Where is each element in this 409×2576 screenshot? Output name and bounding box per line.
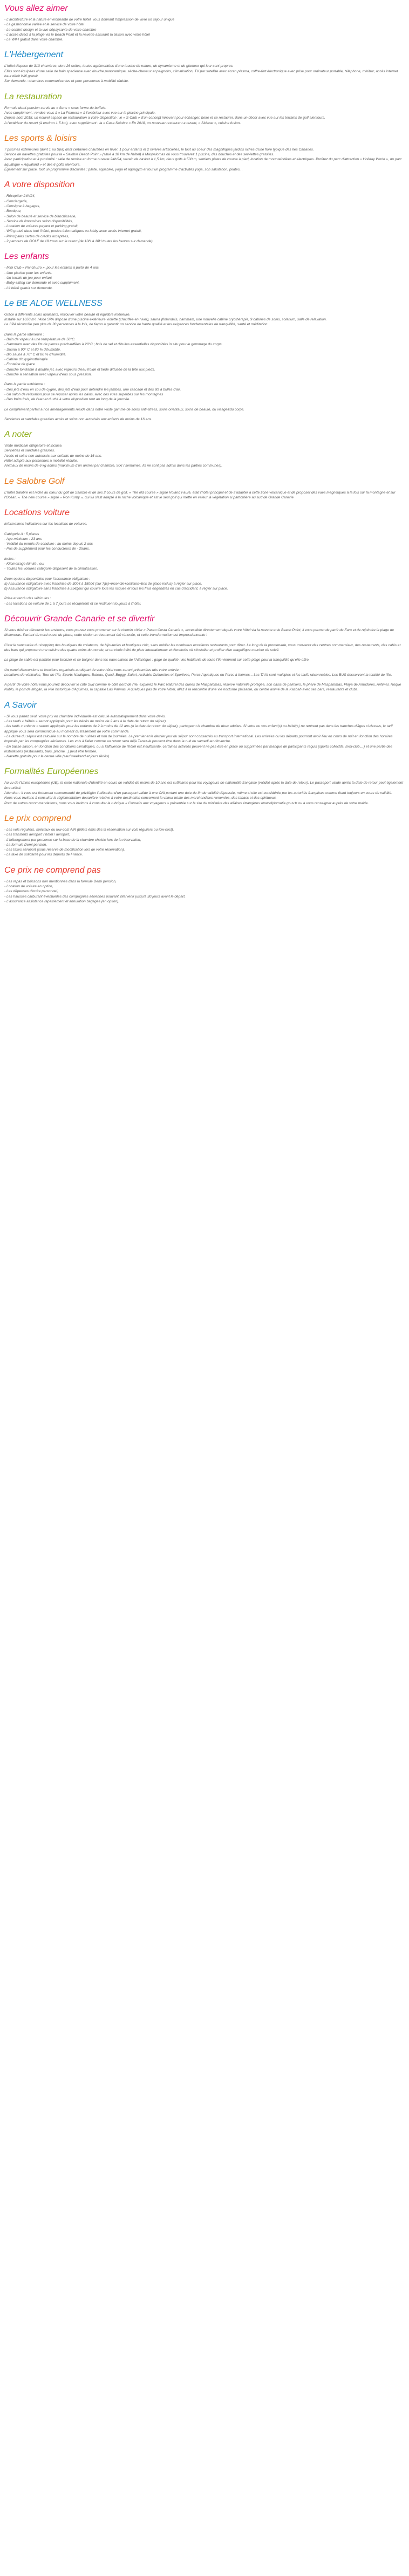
text-line: Informations indicatives sur les locations de voitures.	[4, 522, 87, 526]
section-disposition	[4, 180, 405, 244]
section-title: L'Hébergement	[4, 50, 63, 60]
section-title: Le Salobre Golf	[4, 476, 65, 486]
text-line: Le complément parfait à nos aménagements réside dans notre vaste gamme de soins anti-stress, soins orientaux, soins de beauté, du visage&du corps.	[4, 407, 244, 412]
section-savoir	[4, 700, 405, 759]
text-line: - La durée du séjour est calculée sur le nombre de nuitées et non de journées. Le premier et le dernier jour du séjour sont consacrés au transport international. Les arrivées ou les départs pourront avoir lieu en cours de nuit en fonction des horaires imposés par les compagnies aériennes. Les vols à l'aller comme au retour sera déjà Tenez-le pouvent être dans la nuit du samedi au dimanche.	[4, 734, 393, 744]
text-line: Visite médicale obligatoire et incluse.	[4, 444, 63, 448]
text-line: - Le WIFI gratuit dans votre chambre.	[4, 38, 64, 42]
text-line: Également sur place, tout un programme d'activités : pilate, aquabike, yoga et aquagym et tout un programme d'activités yoga, son saluitation, pilates...	[4, 168, 243, 172]
text-line: - Des jets d'eau en cou de cygne, des jets d'eau pour détendre les jambes, une cascade et des lits à bulles d'air.	[4, 387, 181, 392]
text-line: b) Assurance obligatoire sans franchise à 25€/jour qui couvre tous les risques et tous les frais engendrés en cas d'accident, à régler sur place.	[4, 587, 228, 591]
text-line: - La taxe de solidarité pour les départs de France.	[4, 853, 83, 857]
text-line: - Location de voitures payant et parking gratuit,	[4, 224, 79, 229]
text-line: - Kilometrage illimité : oui	[4, 562, 44, 566]
section-aimer	[4, 3, 405, 42]
section-body	[4, 64, 405, 84]
section-title: Le BE ALOE WELLNESS	[4, 298, 103, 308]
text-line: - Les vols réguliers, spéciaux ou low-cost A/R (billets émis dès la réservation sur vols réguliers ou low-cost),	[4, 827, 174, 832]
text-line: - Un salon de relaxation pour se reposer après les bains, avec des vues superbes sur les montagnes	[4, 392, 163, 396]
text-line: - Toutes les voitures catégorie disposent de la climatisation.	[4, 567, 98, 571]
text-line: A partir de votre hôtel vous pourrez découvrir le côté Sud comme le côté nord de l'île, explorez le Parc Naturel des dunes de Maspalomas, réserve naturelle protégée, son oasis de palmiers, le phare de Maspalomas, Playa de Amadores, Anfimar, Roque Nublo, le port de Mogán, la ville historique d'Agüimes, la capitale Las Palmas. A quelques pas de votre Hôtel, allez à la rencontre d'une vie nocturne plaisante, du centre animé de la Kasbah avec ses bars, restaurants et clubs.	[4, 683, 401, 692]
section-body	[4, 106, 405, 126]
text-line: Catégorie A : 5 places	[4, 532, 39, 536]
text-line: 7 piscines extérieures (dont 1 au Spa) dont certaines chauffées en hiver, 1 pour enfants et 2 rivières artificielles, le tout au coeur des magnifiques jardins riches d'une flore typique des îles Canaries.	[4, 147, 314, 152]
text-line: - L'hébergement par personne sur la base de la chambre choisie lors de la réservation,	[4, 838, 141, 842]
text-line: - Sauna à 90° C et 80 % d'humidité.	[4, 347, 61, 352]
text-line: - Les dépenses d'ordre personnel,	[4, 889, 58, 894]
text-line: - L'accès direct à la plage via le Beach Point et la navette assurant la liaison avec votre hôtel	[4, 32, 150, 37]
text-line: - Cabine d'oxygénothérapie	[4, 358, 48, 362]
text-line: - Douche tonifiante à double jet, avec vapeurs d'eau froide et tiède diffusée de la tête aux pieds.	[4, 367, 155, 372]
section-body	[4, 17, 405, 42]
text-line: La plage de sable est parfaite pour bronzer et se baigner dans les eaux claires de l'Atlantique : gage de qualité ; les habitants de toute l'île viennent sur cette plage pour la tranquillité qu'elle offre.	[4, 658, 310, 662]
text-line: Dans la partie intérieure :	[4, 332, 44, 337]
section-body	[4, 147, 405, 172]
section-title: A votre disposition	[4, 180, 75, 190]
text-line: - La gastronomie variée et le service de votre hôtel	[4, 23, 85, 27]
text-line: - Service de limousines selon disponibilités,	[4, 219, 73, 223]
text-line: - Les tarifs « bébés » seront appliqués pour les bébés de moins de 2 ans à la date de retour du séjour).	[4, 720, 167, 724]
section-title: Le prix comprend	[4, 813, 71, 823]
section-enfants	[4, 251, 405, 290]
text-line: Serviettes et sandales gratuites.	[4, 449, 55, 453]
text-line: - Un terrain de jeu pour enfant	[4, 276, 52, 280]
text-line: Le SPA réconcilie peu plus de 30 personnes à la fois, de façon à garantir un service de haute qualité et les exigences fondamentales de tranquillité, santé et méditation.	[4, 323, 269, 327]
section-body	[4, 879, 405, 904]
text-line: Nous vous invitons à consulter la réglementation douanière relative à votre destination concernant la valeur totale des marchandises ramenées, des tabacs et des spiritueux.	[4, 796, 277, 800]
text-line: - Les transferts aéroport / hôtel / aéroport,	[4, 833, 71, 837]
text-line: - Baby-sitting sur demande et avec supplément.	[4, 281, 80, 285]
text-line: - Validité du permis de conduire : au moins depuis 2 ans	[4, 542, 93, 546]
text-line: - Consigne à bagages,	[4, 204, 40, 208]
text-line: - Navette gratuite pour le centre ville (sauf weekend et jours fériés)	[4, 755, 110, 759]
section-title: A noter	[4, 430, 32, 440]
section-title: Locations voiture	[4, 508, 70, 518]
section-body	[4, 780, 405, 805]
text-line: - Age minimum : 23 ans	[4, 537, 42, 541]
text-line: Grâce à différents soins apaisants, retrouver votre beauté et équilibre intérieure.	[4, 312, 131, 317]
text-line: - Conciergerie,	[4, 199, 28, 203]
text-line: - Lit bébé gratuit sur demande.	[4, 286, 53, 290]
section-golf	[4, 476, 405, 501]
text-line: a) Assurance obligatoire avec franchise de 300€ à 1500€ (sur 7jts)+incendie+collision+bris de glace inclus) à régler sur place.	[4, 581, 202, 586]
text-line: - En basse saison, en fonction des conditions climatiques, ou si l'affluence de l'hôtel est insuffisante, certaines activités peuvent ne pas être en place ou supprimées par manque de participants requis (sports collectifs, mini-club,...) et une partie des installations (restaurants, bars, piscine...) peut être fermée.	[4, 744, 393, 753]
text-line: - La formule Demi pension,	[4, 842, 47, 847]
section-decouvrir	[4, 614, 405, 693]
section-body	[4, 522, 405, 606]
text-line: L'hôtel Salobre est niché au cœur du golf de Salobre et de ses 2 cours de golf, « The old course » signé Roland Fauré, était l'hôtel principal et de s'adapter à cette zone volcanique et de proposer des vues magnifiques à la fois sur la montagne et sur l'Océan. « The new course » signé « Ron Kurby », qui lui s'est adapté à la roche volcanique et est le seul golf qui mette en valeur la végétation si particulière au sud de Grande Canarie	[4, 490, 396, 499]
section-hebergement	[4, 50, 405, 84]
section-noncompris	[4, 865, 405, 904]
text-line: C'est le sanctuaire du shopping des boutiques de créateurs, de bijouteries et boutiques chic, sans oublier les nombreux excellents restaurants pour dîner. Le long de la promenade, vous trouverez des centres commerciaux, des restaurants, des cafés et des bars qui proposent une cuisine des quatre coins du monde, et un choix infini de plats internationaux et d'endroits où s'installer et profiter d'un magnifique coucher de soleil.	[4, 643, 401, 652]
text-line: Service de navettes gratuites pour la « Salobre Beach Point » (situé à 10 km de l'hôtel) à Maspalomas où vous trouverez 1 piscine, des douches et des serviettes gratuites.	[4, 153, 275, 157]
text-line: Hôtel adapté aux personnes à mobilité réduite.	[4, 459, 78, 463]
text-line: Formule demi-pension servie au « Sens » sous forme de buffets.	[4, 106, 107, 110]
text-line: - Si vous partez seul, votre prix en chambre individuelle est calculé automatiquement dans votre devis.	[4, 714, 166, 718]
text-line: - Location de voiture en option,	[4, 884, 53, 888]
text-line: - Les hausses carburant éventuelles des compagnies aériennes pouvant intervenir jusqu'à 30 jours avant le départ,	[4, 894, 186, 899]
text-line: Avec participation et à proximité : salle de remise en forme ouverte 24h/24, terrain de basket à 1,5 km, deux golfs à 500 m, sentiers pistes de course à pied, location de mountainbikes et électriques. Profitez du parc d'attraction « Holiday World », du parc aquatique « Aqualand » et des 6 golfs alentours.	[4, 157, 402, 167]
section-body	[4, 265, 405, 290]
section-voitures	[4, 508, 405, 606]
text-line: Pour de autres recommandations, nous vous invitons à consulter la rubrique « Conseils aux voyageurs » présentée sur le site du ministère des affaires étrangères www.diplomatie.gouv.fr ou à vous renseigner auprès de votre mairie.	[4, 801, 369, 805]
text-line: - Fontaine de glace	[4, 362, 35, 367]
section-body	[4, 628, 405, 693]
text-line: Avec supplément : rendez-vous à « La Palmera » à l'extérieur avec vue sur la piscine principale.	[4, 111, 156, 115]
text-line: - Les taxes aéroport (sous réserve de modification lors de votre réservation),	[4, 848, 125, 852]
text-line: Dans la partie extérieure :	[4, 382, 45, 387]
text-line: Animaux de moins de 6 kg admis (maximum d'un animal par chambre, 50€ / semaines. Ils ne sont pas admis dans les parties communes).	[4, 464, 223, 468]
section-body	[4, 490, 405, 501]
section-formalites	[4, 766, 405, 805]
text-line: Si vous désirez découvrir les environs, vous pouvez vous promener sur le chemin côtier « Paseo Costa Canaria », accessible directement depuis votre hôtel via la navette et le Beach Point, il vous permet de partir de Faro et de rejoindre la plage de Meloneras. Partant du nord-ouest du phare, cette station a récemment été rénovée, et cette transformation est impressionnante !	[4, 628, 394, 638]
text-line: - Une piscine pour les enfants.	[4, 271, 53, 275]
text-line: - Boutique,	[4, 209, 22, 214]
section-body	[4, 714, 405, 759]
text-line: Serviettes et sandales gratuites accès et soins non autorisés aux enfants de moins de 16 ans.	[4, 417, 153, 421]
text-line: Un panel d'excursions et locations organisés au départ de votre hôtel vous seront présentées dès votre arrivée :	[4, 668, 181, 672]
section-title: Les enfants	[4, 252, 49, 262]
text-line: Accès et soins non autorisés aux enfants de moins de 16 ans.	[4, 454, 103, 458]
section-sports	[4, 133, 405, 172]
section-title: Les sports & loisirs	[4, 133, 77, 143]
text-line: Deux options disponibles pour l'assurance obligatoire :	[4, 577, 91, 581]
text-line: L'hôtel dispose de 313 chambres, dont 26 suites, toutes agrémentées d'une touche de nature, de dynamisme et de glamour qui leur sont propres.	[4, 64, 234, 68]
section-title: Vous allez aimer	[4, 4, 68, 13]
text-line: - Des fruits frais, de l'eau et du thé à votre disposition tout au long de la journée.	[4, 398, 131, 402]
section-compris	[4, 813, 405, 858]
text-line: - Les locations de voiture de 1 à 7 jours se récupèrent et se restituent toujours à l'hôtel.	[4, 601, 141, 606]
section-body	[4, 443, 405, 468]
text-line: Installé sur 1650 m², l'Aloe SPA dispose d'une piscine extérieure violette (chauffée en hiver), sauna (finlandais, hammam, une nouvelle cabine cryothérapie, 9 cabines de soins, solarium, salle de relaxation.	[4, 318, 327, 322]
text-line: Depuis août 2018, un nouvel espace de restauration a votre disposition : le « S-Club » d'un concept innovant pour échanger, boire et se restaurer, dans un décor avec vue sur les terrains de golf alentours.	[4, 116, 325, 120]
text-line: - Principales cartes de crédits acceptées,	[4, 234, 70, 238]
section-title: La restauration	[4, 92, 62, 101]
section-title: Formalités Européennes	[4, 767, 99, 777]
text-line: - Bain de vapeur à une température de 50°C.	[4, 337, 76, 341]
text-line: Prise et rendu des véhicules :	[4, 597, 51, 601]
section-title: A Savoir	[4, 700, 37, 710]
section-body	[4, 194, 405, 244]
document	[0, 0, 409, 904]
section-noter	[4, 429, 405, 468]
text-line: Attention : il vous est fortement recommandé de privilégier l'utilisation d'un passeport valide à une CNI portant une date de fin de validité dépassée, même si elle est considérée par les autorités françaises comme étant toujours en cours de validité.	[4, 791, 393, 796]
section-body	[4, 827, 405, 858]
text-line: - les tarifs « enfants » seront appliqués pour les enfants de 2 à moins de 12 ans (à la date de retour du séjour), partageant la chambre de deux adultes. Si votre ou vos enfant(s) ou bébé(s) ne rentrent pas dans les tranches d'âges ci-dessus, le tarif appliqué vous sera communiqué au moment du traitement de votre commande.	[4, 724, 393, 734]
text-line: - Hammam avec des lits de pierres préchauffées à 20°C ; bois de sel et d'huiles essentielles disponibles in situ pour le gommage du corps.	[4, 342, 223, 347]
text-line: Au vu de l'Union européenne (UE), la carte nationale d'identité en cours de validité de moins de 10 ans est suffisante pour les voyageurs de nationalité française (validité après la date de retour). Le passeport valide après la date de retour peut également être utilisé.	[4, 781, 404, 790]
section-spa	[4, 298, 405, 422]
text-line: Locations de véhicules, Tour de l'île, Sports Nautiques, Bateau, Quad, Buggy, Safari, Activités Culturelles et Sportives, Parcs Aquatiques ou Parcs à thèmes... Les TAXI sont multiples et les tarifs raisonnables. Les BUS desservent la totalité de l'île.	[4, 673, 392, 677]
section-title: Découvrir Grande Canarie et se divertir	[4, 614, 155, 624]
section-title: Ce prix ne comprend pas	[4, 865, 101, 875]
text-line: - L'assurance assistance rapatriement et annulation bagages (en option).	[4, 899, 120, 903]
text-line: - Les repas et boissons non mentionnés dans la formule Demi pension,	[4, 879, 117, 883]
text-line: - L'architecture et la nature environnante de votre hôtel, vous donnant l'impression de vivre un séjour unique	[4, 18, 175, 22]
text-line: - Réception 24h/24,	[4, 194, 36, 198]
text-line: Elles sont équipées d'une salle de bain spacieuse avec douche panoramique, sèche-cheveux et peignoirs, climatisation, TV par satellite avec écran plasma, coffre-fort électronique avec prise pour ordinateur portable, téléphone, minibar, accès internet haut débit Wifi gratuit.	[4, 69, 398, 79]
section-body	[4, 312, 405, 422]
text-line: - 2 parcours de GOLF de 18 trous sur le resort (de 10H à 18H toutes les heures sur demande).	[4, 239, 154, 244]
text-line: Sur demande : chambres communicantes et pour personnes à mobilité réduite.	[4, 79, 129, 84]
text-line: - Douche à sensation avec vapeur d'eau sous pression.	[4, 373, 92, 377]
text-line: - Bio sauna à 70° C et 80 % d'humidité.	[4, 352, 66, 357]
text-line: - Mini Club « Panchurro », pour les enfants à partir de 4 ans	[4, 266, 99, 270]
text-line: - Salon de beauté et service de blanchisserie,	[4, 214, 77, 218]
text-line: A l'extérieur du resort (à environ 1,5 km), avec supplément : la « Casa Salobre » En 2018, un nouveau restaurant a ouvert, « Sidecar », cuisine fusion.	[4, 121, 241, 125]
text-line: - Pas de supplément pour les conducteurs de - 25ans.	[4, 547, 90, 551]
text-line: - Wifi gratuit dans tout l'hôtel, postes informatiques ou lobby avec accès internet gratuit,	[4, 229, 142, 234]
section-restauration	[4, 92, 405, 126]
text-line: Inclus :	[4, 557, 16, 561]
text-line: - Le confort design et la vue dépaysante de votre chambre	[4, 28, 97, 32]
